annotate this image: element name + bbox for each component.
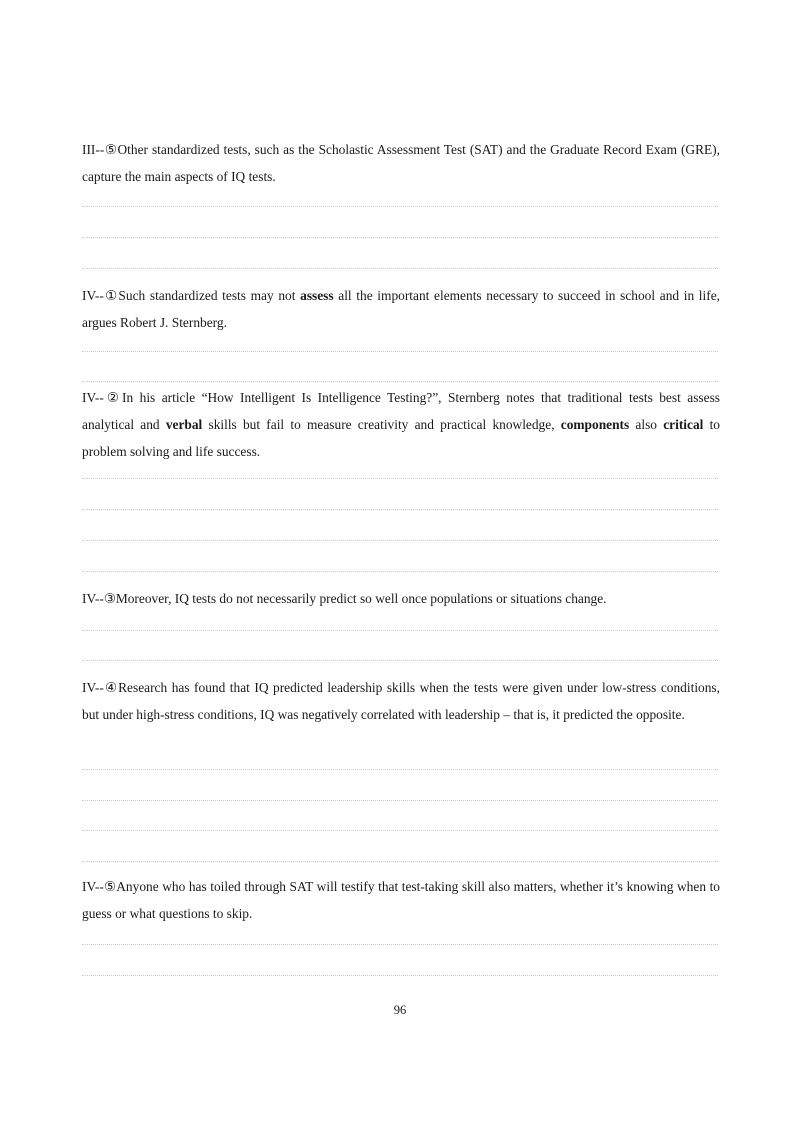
paragraph-text: IV--⑤Anyone who has toiled through SAT will testify that test-taking skill also matters, whether it’s knowing when to guess or what questions to skip.: [82, 879, 720, 921]
paragraph-iv-5: [82, 873, 720, 927]
paragraph-text: IV--②In his article “How Intelligent Is Intelligence Testing?”, Sternberg notes that traditional tests best assess analytical and: [82, 390, 720, 432]
paragraph-iv-3: [82, 585, 720, 612]
writing-line[interactable]: [82, 381, 718, 382]
writing-line[interactable]: [82, 630, 718, 631]
writing-line[interactable]: [82, 800, 718, 801]
paragraph-iv-1: [82, 282, 720, 336]
writing-line[interactable]: [82, 660, 718, 661]
paragraph-text: all the important elements necessary to succeed in school and in life, argues Robert J. Sternberg.: [82, 288, 720, 330]
paragraph-text: skills but fail to measure creativity and practical knowledge,: [202, 417, 561, 432]
writing-line[interactable]: [82, 478, 718, 479]
paragraph-text: IV--①Such standardized tests may not: [82, 288, 301, 303]
paragraph-text: III--⑤Other standardized tests, such as the Scholastic Assessment Test (SAT) and the Graduate Record Exam (GRE), capture the main aspects of IQ tests.: [82, 142, 720, 184]
paragraph-iv-2: [82, 384, 720, 465]
bold-term: assess: [300, 288, 334, 303]
writing-line[interactable]: [82, 944, 718, 945]
paragraph-text: also: [629, 417, 664, 432]
paragraph-text: to problem solving and life success.: [82, 417, 721, 459]
writing-line[interactable]: [82, 509, 718, 510]
writing-line[interactable]: [82, 351, 718, 352]
writing-line[interactable]: [82, 206, 718, 207]
bold-term: critical: [663, 417, 704, 432]
writing-line[interactable]: [82, 571, 718, 572]
writing-line[interactable]: [82, 861, 718, 862]
paragraph-text: IV--④Research has found that IQ predicted leadership skills when the tests were given under low-stress conditions, but under high-stress conditions, IQ was negatively correlated with leadership – that is, it predicted the opposite.: [82, 680, 720, 722]
writing-line[interactable]: [82, 268, 718, 269]
writing-line[interactable]: [82, 830, 718, 831]
paragraph-iii-5: [82, 136, 720, 190]
bold-term: components: [560, 417, 630, 432]
writing-line[interactable]: [82, 237, 718, 238]
page-number: 96: [393, 1003, 407, 1017]
bold-term: verbal: [165, 417, 203, 432]
writing-line[interactable]: [82, 540, 718, 541]
paragraph-iv-4: [82, 674, 720, 728]
paragraph-text: IV--③Moreover, IQ tests do not necessarily predict so well once populations or situations change.: [82, 591, 607, 606]
writing-line[interactable]: [82, 769, 718, 770]
writing-line[interactable]: [82, 975, 718, 976]
